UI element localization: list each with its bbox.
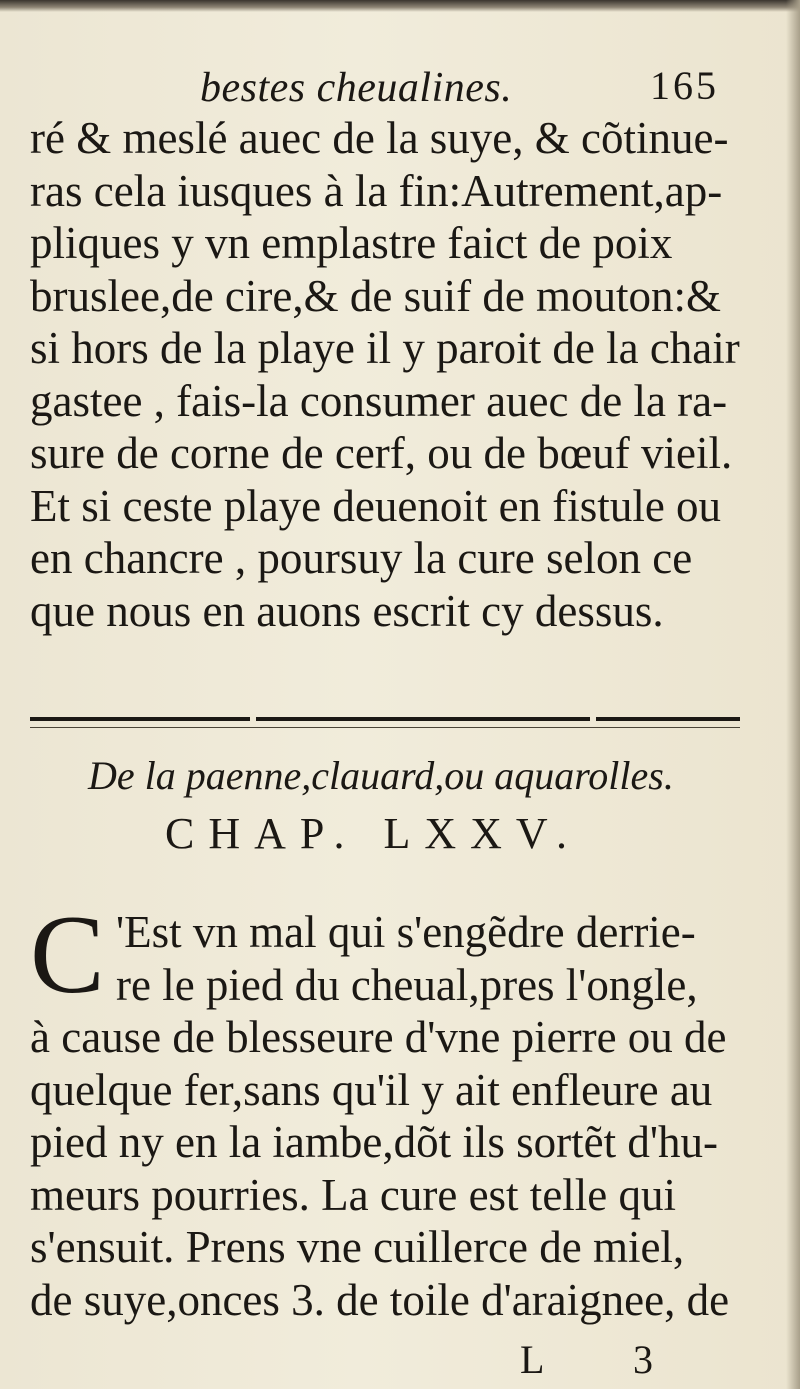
text-line: sure de corne de cerf, ou de bœuf vieil.: [30, 428, 733, 478]
page-header: [200, 58, 760, 118]
chapter-title: De la paenne,clauard,ou aquarolles.: [88, 753, 674, 798]
rule-break: [590, 714, 596, 726]
text-line: si hors de la playe il y paroit de la chair: [30, 323, 740, 373]
drop-cap: C: [30, 893, 105, 1017]
page-top-edge-shadow: [0, 0, 800, 12]
text-line: gastee , fais-la consumer auec de la ra-: [30, 375, 728, 426]
text-line: Et si ceste playe deuenoit en fistule ou: [30, 480, 722, 531]
text-line: pliques y vn emplastre faict de poix: [30, 218, 673, 268]
text-line: bruslee,de cire,& de suif de mouton:&: [30, 270, 722, 321]
text-line: quelque fer,sans qu'il y ait enfleure au: [30, 1064, 713, 1115]
section-divider-rule: [30, 717, 740, 728]
body-text-bottom: [30, 893, 750, 1326]
signature-mark: L 3: [520, 1337, 693, 1382]
text-line: s'ensuit. Prens vne cuillerce de miel,: [30, 1222, 685, 1272]
page-number: 165: [650, 63, 719, 108]
body-text-top: [30, 112, 750, 637]
text-line: à cause de blesseure d'vne pierre ou de: [30, 1012, 727, 1062]
text-line: pied ny en la iambe,dõt ils sortẽt d'hu-: [30, 1117, 718, 1167]
text-line: en chancre , poursuy la cure selon ce: [30, 533, 693, 583]
text-line: que nous en auons escrit cy dessus.: [30, 585, 664, 636]
running-title: bestes cheualines.: [200, 65, 513, 111]
text-line: meurs pourries. La cure est telle qui: [30, 1169, 677, 1220]
chapter-number: CHAP. LXXV.: [165, 809, 582, 858]
page-right-edge-shadow: [786, 0, 800, 1389]
text-line: ras cela iusques à la fin:Autrement,ap-: [30, 165, 723, 216]
text-line: 'Est vn mal qui s'engẽdre derrie-: [116, 907, 696, 957]
text-line: de suye,onces 3. de toile d'araignee, de: [30, 1274, 730, 1325]
rule-break: [250, 714, 256, 726]
text-line: ré & meslé auec de la suye, & cõtinue-: [30, 113, 729, 163]
text-line: re le pied du cheual,pres l'ongle,: [116, 959, 698, 1010]
